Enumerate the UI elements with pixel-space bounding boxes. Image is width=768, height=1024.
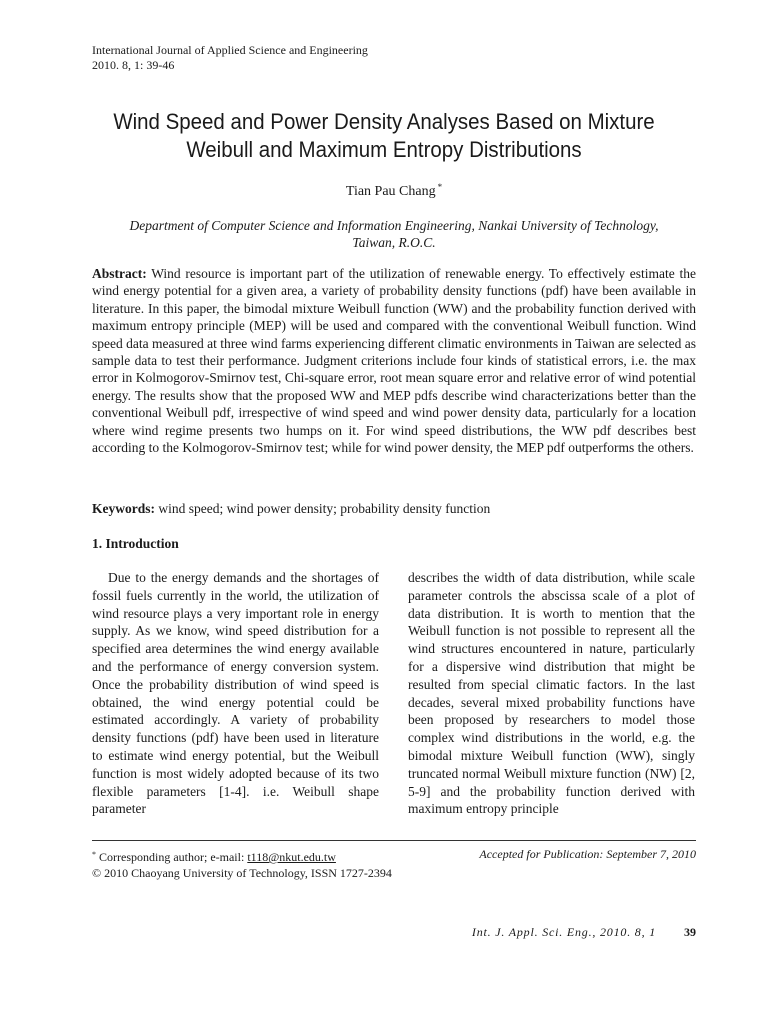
footnote-text: Corresponding author; e-mail: — [99, 850, 245, 864]
journal-name: International Journal of Applied Science and Engineering — [92, 43, 368, 57]
abstract — [92, 265, 696, 456]
affiliation — [92, 217, 696, 251]
author-line — [92, 179, 696, 200]
journal-issue: 2010. 8, 1: 39-46 — [92, 58, 175, 72]
body-left-column: Due to the energy demands and the shortages of fossil fuels currently in the world, the utilization of wind resource plays a very important role in energy supply. As we know, wind speed distribution for a specified area determines the wind energy available and the performance of energy conversion system. Once the probability distribution of wind speed is obtained, the wind energy potential could be estimated accordingly. A variety of probability density functions (pdf) have been used in literature to estimate wind energy potential, but the Weibull function is most widely adopted because of its two flexible parameters [1-4]. i.e. Weibull shape parameter — [92, 570, 379, 817]
abstract-text: Wind resource is important part of the utilization of renewable energy. To effectively estimate the wind energy potential for a given area, a variety of probability density functions (pdf) have been available in literature. In this paper, the bimodal mixture Weibull function (WW) and the probability function derived with maximum entropy principle (MEP) will be used and compared with the conventional Weibull function. Wind speed data measured at three wind farms experiencing different climatic environments in Taiwan are selected as sample data to test their performance. Judgment criterions include four kinds of statistical errors, i.e. the max error in Kolmogorov-Smirnov test, Chi-square error, root mean square error and relative error of wind potential energy. The results show that the proposed WW and MEP pdfs describe wind characterizations better than the conventional Weibull pdf, irrespective of wind speed and wind power density data, particularly for a location where wind regime presents two humps on it. For wind speed distributions, the WW pdf describes best according to the Kolmogorov-Smirnov test; while for wind power density, the MEP pdf outperforms the others. — [92, 266, 696, 456]
section-heading: 1. Introduction — [92, 536, 179, 551]
footnote-mark: * — [92, 850, 96, 859]
accepted-date: Accepted for Publication: September 7, 2010 — [479, 847, 696, 861]
abstract-label: Abstract: — [92, 266, 147, 281]
paper-title — [83, 108, 686, 164]
paper-title-line-1: Wind Speed and Power Density Analyses Based on Mixture — [113, 109, 655, 134]
author-name: Tian Pau Chang — [345, 184, 436, 199]
footer-journal-citation: Int. J. Appl. Sci. Eng., 2010. 8, 1 — [471, 925, 656, 939]
affiliation-line-1: Department of Computer Science and Information Engineering, Nankai University of Technology, — [129, 218, 659, 233]
paper-title-line-2: Weibull and Maximum Entropy Distributions — [186, 137, 582, 162]
affiliation-line-2: Taiwan, R.O.C. — [352, 235, 436, 250]
footnote-divider — [92, 840, 696, 841]
keywords-text: wind speed; wind power density; probability density function — [158, 501, 491, 516]
keywords-label: Keywords: — [92, 501, 155, 516]
author-footnote-mark: * — [437, 182, 443, 192]
journal-header — [92, 43, 368, 73]
page-number: 39 — [684, 925, 696, 939]
copyright-notice: © 2010 Chaoyang University of Technology, ISSN 1727-2394 — [92, 866, 392, 880]
corresponding-author-footnote — [92, 847, 336, 865]
body-right-column: describes the width of data distribution, while scale parameter controls the abscissa scale of a plot of data distribution. It is worth to mention that the Weibull function is not possible to represent all the wind structures encountered in nature, particularly for a dispersive wind distribution that might be resulted from special climatic factors. In the last decades, several mixed probability functions have been proposed by researchers to model those complex wind distributions in the world, e.g. the bimodal mixture Weibull function (WW), singly truncated normal Weibull mixture function (NW) [2, 5-9] and the probability function derived with maximum entropy principle — [408, 570, 695, 817]
keywords — [92, 500, 696, 517]
email-link[interactable]: t118@nkut.edu.tw — [247, 850, 336, 864]
